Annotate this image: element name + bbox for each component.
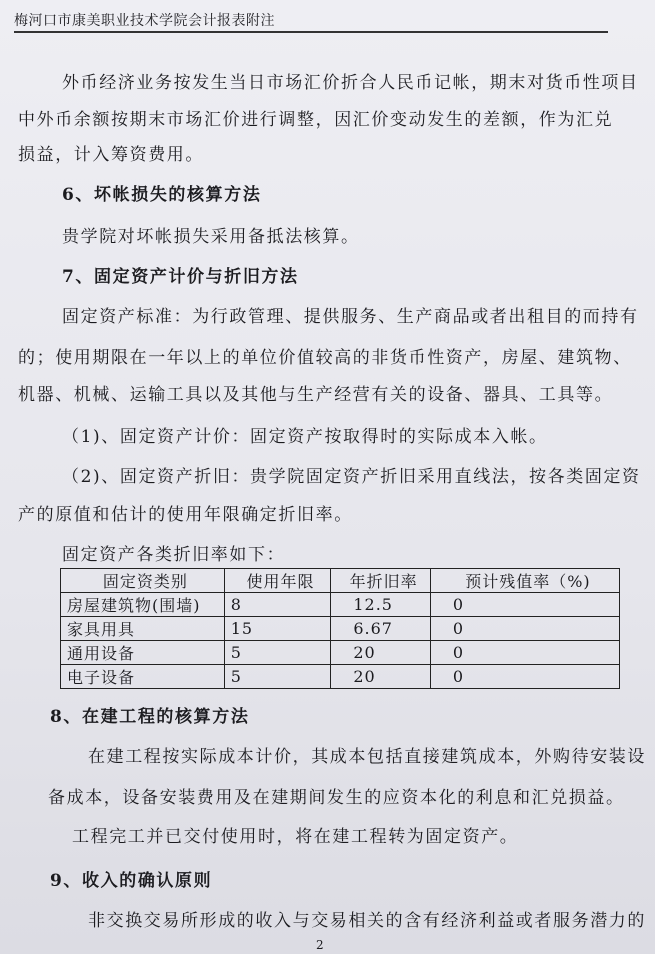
table-cell: 房屋建筑物(围墙) (61, 593, 225, 617)
paragraph-line: 外币经济业务按发生当日市场汇价折合人民币记帐，期末对货币性项目 (62, 73, 639, 93)
table-cell: 5 (224, 641, 331, 665)
paragraph-line: （1)、固定资产计价：固定资产按取得时的实际成本入帐。 (62, 427, 548, 447)
paragraph-line: 损益，计入筹资费用。 (18, 145, 204, 165)
paragraph-line: 非交换交易所形成的收入与交易相关的含有经济利益或者服务潜力的 (88, 911, 646, 931)
table-cell: 15 (224, 617, 331, 641)
table-cell: 6.67 (331, 617, 431, 641)
table-row (61, 593, 620, 617)
table-caption: 固定资产各类折旧率如下： (62, 545, 286, 565)
column-header: 固定资类别 (61, 569, 225, 593)
paragraph-line: 固定资产标准：为行政管理、提供服务、生产商品或者出租目的而持有 (62, 307, 639, 327)
table-row (61, 665, 620, 689)
paragraph-line: 机器、机械、运输工具以及其他与生产经营有关的设备、器具、工具等。 (18, 385, 614, 405)
section-heading-9: 9、收入的确认原则 (50, 871, 213, 891)
table-cell: 0 (430, 641, 619, 665)
header-divider (14, 31, 608, 33)
section-heading-6: 6、坏帐损失的核算方法 (62, 185, 262, 205)
table-cell: 20 (331, 665, 431, 689)
column-header: 预计残值率（%) (430, 569, 619, 593)
table-cell: 电子设备 (61, 665, 225, 689)
table-cell: 0 (430, 617, 619, 641)
paragraph-line: 在建工程按实际成本计价，其成本包括直接建筑成本，外购待安装设 (88, 747, 646, 767)
table-row (61, 641, 620, 665)
table-cell: 5 (224, 665, 331, 689)
table-cell: 12.5 (331, 593, 431, 617)
column-header: 使用年限 (224, 569, 331, 593)
page-header: 梅河口市康美职业技术学院会计报表附注 (14, 13, 275, 29)
paragraph-line: 的；使用期限在一年以上的单位价值较高的非货币性资产，房屋、建筑物、 (18, 348, 632, 368)
table-cell: 20 (331, 641, 431, 665)
table-cell: 通用设备 (61, 641, 225, 665)
table-cell: 家具用具 (61, 617, 225, 641)
page-number: 2 (316, 938, 324, 952)
paragraph-line: 贵学院对坏帐损失采用备抵法核算。 (62, 227, 360, 247)
paragraph-line: 备成本，设备安装费用及在建期间发生的应资本化的利息和汇兑损益。 (48, 788, 625, 808)
paragraph-line: 中外币余额按期末市场汇价进行调整，因汇价变动发生的差额，作为汇兑 (18, 110, 614, 130)
column-header: 年折旧率 (331, 569, 431, 593)
depreciation-table (60, 568, 620, 689)
table-cell: 0 (430, 665, 619, 689)
table-cell: 8 (224, 593, 331, 617)
paragraph-line: （2)、固定资产折旧：贵学院固定资产折旧采用直线法，按各类固定资 (62, 467, 641, 487)
paragraph-line: 产的原值和估计的使用年限确定折旧率。 (18, 505, 353, 525)
table-cell: 0 (430, 593, 619, 617)
table-row (61, 617, 620, 641)
table-header-row (61, 569, 620, 593)
section-heading-7: 7、固定资产计价与折旧方法 (62, 267, 299, 287)
paragraph-line: 工程完工并已交付使用时，将在建工程转为固定资产。 (72, 827, 519, 847)
section-heading-8: 8、在建工程的核算方法 (50, 707, 250, 727)
